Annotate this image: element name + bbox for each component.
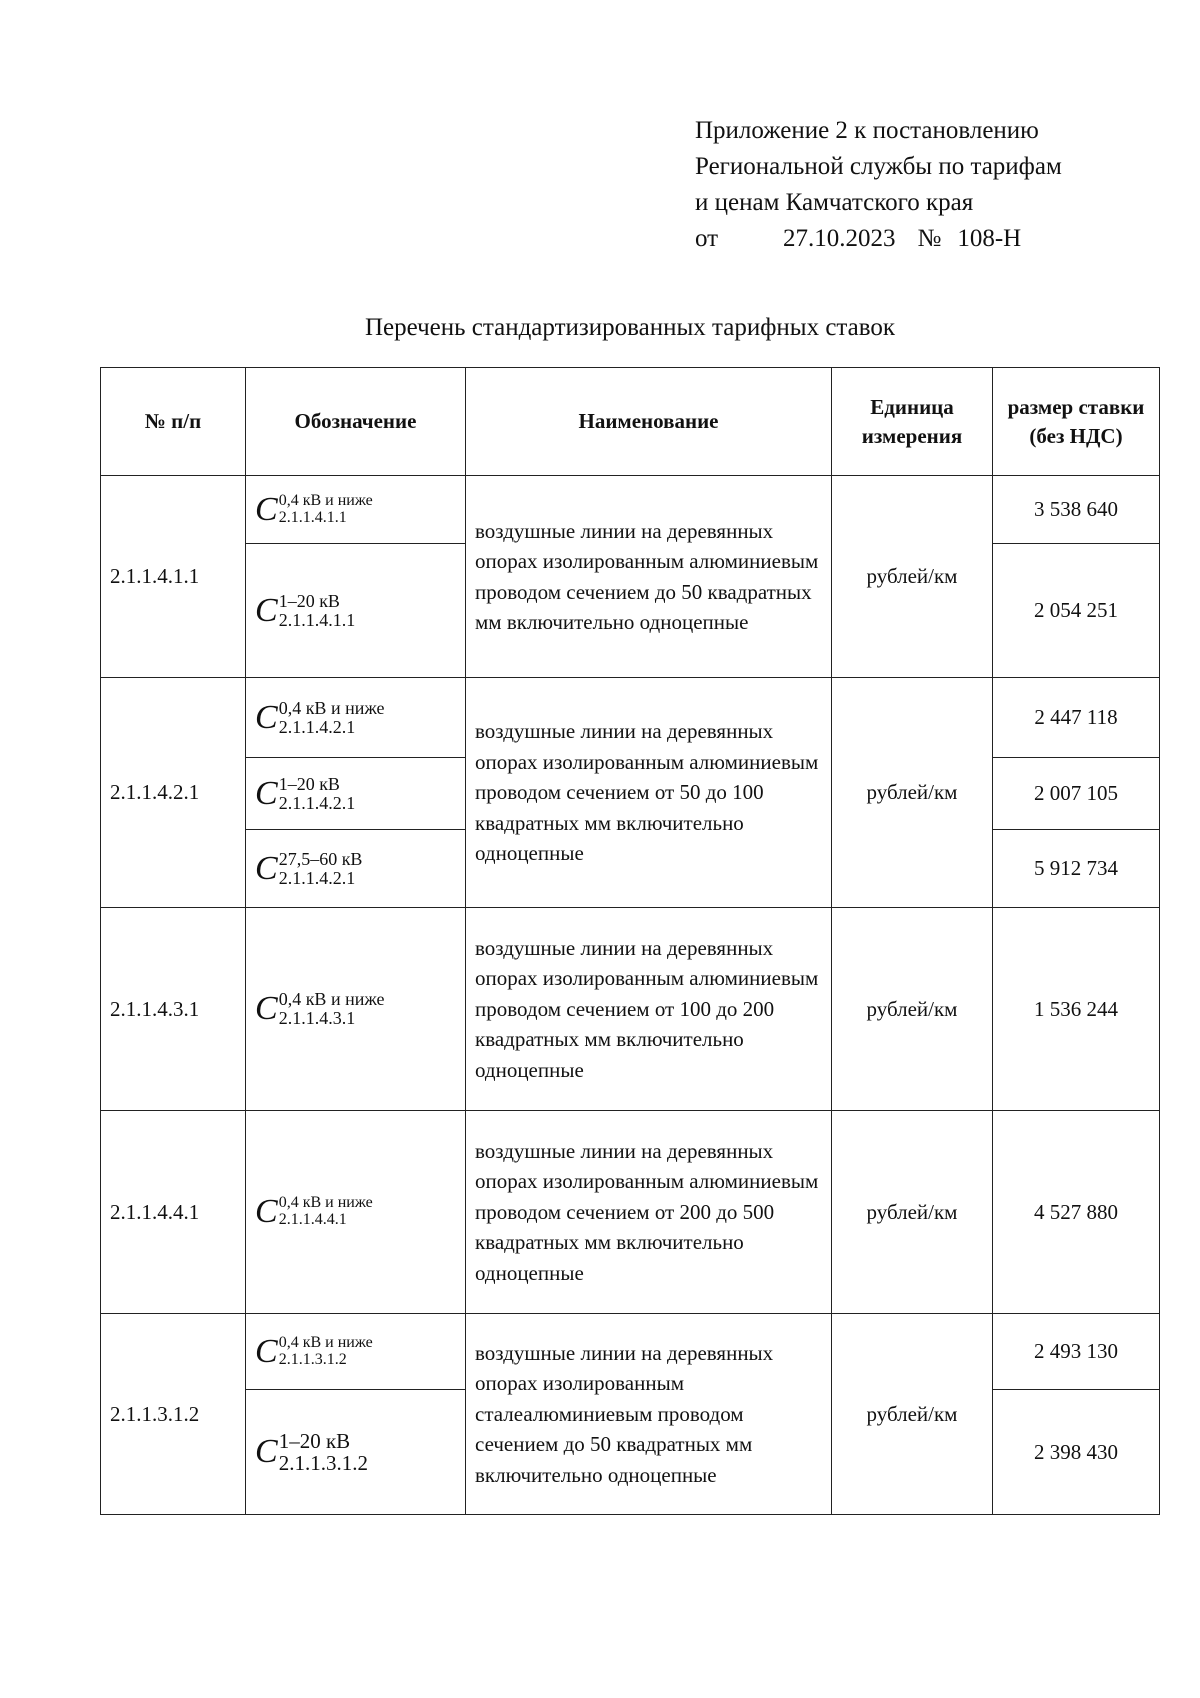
- symbol-indices: [279, 1430, 368, 1474]
- row-number: 2.1.1.4.3.1: [101, 908, 246, 1111]
- rate-value: 2 398 430: [993, 1390, 1160, 1515]
- rate-symbol: [255, 773, 356, 813]
- designation-cell: [246, 758, 466, 830]
- rate-value: 2 493 130: [993, 1314, 1160, 1390]
- designation-cell: [246, 678, 466, 758]
- appendix-line-1: Приложение 2 к постановлению: [695, 117, 1039, 144]
- rate-symbol: [255, 1428, 368, 1475]
- appendix-line-3: и ценам Камчатского края: [695, 189, 974, 216]
- symbol-letter: C: [255, 1332, 278, 1370]
- resolution-date-line: [695, 221, 1062, 257]
- table-row: [101, 476, 1160, 544]
- rate-value: 1 536 244: [993, 908, 1160, 1111]
- symbol-superscript: 1–20 кВ: [278, 1428, 351, 1453]
- symbol-indices: [279, 493, 373, 527]
- item-name: воздушные линии на деревянных опорах изолированным алюминиевым проводом сечением от 200 до 500 квадратных мм включительно одноцепные: [466, 1111, 832, 1314]
- unit-cell: рублей/км: [832, 1314, 993, 1515]
- symbol-subscript: 2.1.1.3.1.2: [278, 1451, 368, 1475]
- rate-value: 5 912 734: [993, 830, 1160, 908]
- symbol-subscript: 2.1.1.4.4.1: [278, 1211, 347, 1228]
- header-rate: размер ставки (без НДС): [993, 368, 1160, 476]
- symbol-letter: C: [255, 849, 278, 887]
- symbol-letter: C: [255, 1433, 278, 1470]
- symbol-letter: C: [255, 774, 278, 812]
- designation-cell: [246, 1390, 466, 1515]
- symbol-superscript: 1–20 кВ: [278, 773, 340, 794]
- rate-symbol: [255, 1193, 373, 1230]
- rate-value: 3 538 640: [993, 476, 1160, 544]
- header-designation: Обозначение: [246, 368, 466, 476]
- unit-cell: рублей/км: [832, 1111, 993, 1314]
- symbol-subscript: 2.1.1.4.2.1: [278, 716, 356, 737]
- from-label: от: [695, 225, 719, 252]
- symbol-indices: [279, 990, 385, 1028]
- rate-value: 2 007 105: [993, 758, 1160, 830]
- symbol-superscript: 1–20 кВ: [278, 590, 340, 611]
- resolution-number: 108-Н: [957, 225, 1022, 252]
- rate-value: 4 527 880: [993, 1111, 1160, 1314]
- document-title: Перечень стандартизированных тарифных ставок: [364, 314, 896, 341]
- item-name: воздушные линии на деревянных опорах изолированным алюминиевым проводом сечением от 50 до 100 квадратных мм включительно одноцепные: [466, 678, 832, 908]
- symbol-letter: C: [255, 591, 278, 629]
- symbol-letter: C: [255, 490, 278, 528]
- symbol-subscript: 2.1.1.4.1.1: [278, 508, 347, 526]
- rate-symbol: [255, 697, 385, 737]
- symbol-superscript: 27,5–60 кВ: [278, 848, 363, 869]
- resolution-date: 27.10.2023: [783, 225, 896, 252]
- row-number: 2.1.1.4.1.1: [101, 476, 246, 678]
- symbol-indices: [279, 592, 356, 630]
- rate-value: 2 054 251: [993, 544, 1160, 678]
- symbol-indices: [279, 1335, 373, 1369]
- header-num: № п/п: [101, 368, 246, 476]
- table-row: [101, 1111, 1160, 1314]
- table-body: [101, 476, 1160, 1515]
- row-number: 2.1.1.4.2.1: [101, 678, 246, 908]
- designation-cell: [246, 476, 466, 544]
- designation-cell: [246, 830, 466, 908]
- symbol-letter: C: [255, 990, 278, 1027]
- symbol-superscript: 0,4 кВ и ниже: [278, 697, 385, 718]
- designation-cell: [246, 544, 466, 678]
- symbol-letter: C: [255, 1193, 278, 1230]
- symbol-subscript: 2.1.1.4.3.1: [278, 1008, 356, 1028]
- symbol-superscript: 0,4 кВ и ниже: [278, 989, 385, 1010]
- unit-cell: рублей/км: [832, 908, 993, 1111]
- item-name: воздушные линии на деревянных опорах изолированным алюминиевым проводом сечением от 100 до 200 квадратных мм включительно одноцепные: [466, 908, 832, 1111]
- rate-symbol: [255, 848, 363, 888]
- symbol-indices: [279, 699, 385, 737]
- symbol-letter: C: [255, 698, 278, 736]
- item-name: воздушные линии на деревянных опорах изолированным алюминиевым проводом сечением до 50 квадратных мм включительно одноцепные: [466, 476, 832, 678]
- row-number: 2.1.1.3.1.2: [101, 1314, 246, 1515]
- symbol-superscript: 0,4 кВ и ниже: [278, 491, 373, 509]
- table-row: [101, 678, 1160, 758]
- designation-cell: [246, 1111, 466, 1314]
- table-row: [101, 908, 1160, 1111]
- symbol-indices: [279, 1195, 373, 1229]
- symbol-indices: [279, 775, 356, 813]
- rate-value: 2 447 118: [993, 678, 1160, 758]
- rate-symbol: [255, 1332, 373, 1370]
- number-sign: №: [917, 225, 942, 252]
- symbol-subscript: 2.1.1.4.2.1: [278, 867, 356, 888]
- symbol-superscript: 0,4 кВ и ниже: [278, 1333, 373, 1351]
- table-row: [101, 1314, 1160, 1390]
- unit-cell: рублей/км: [832, 476, 993, 678]
- header-unit: Единица измерения: [832, 368, 993, 476]
- table-header-row: [101, 368, 1160, 476]
- appendix-line-2: Региональной службы по тарифам: [695, 153, 1062, 180]
- symbol-superscript: 0,4 кВ и ниже: [278, 1194, 373, 1212]
- tariff-rates-table: [100, 367, 1160, 1515]
- symbol-subscript: 2.1.1.4.2.1: [278, 792, 356, 813]
- appendix-header: [695, 113, 1062, 257]
- unit-cell: рублей/км: [832, 678, 993, 908]
- item-name: воздушные линии на деревянных опорах изолированным сталеалюминиевым проводом сечением до 50 квадратных мм включительно одноцепные: [466, 1314, 832, 1515]
- designation-cell: [246, 1314, 466, 1390]
- rate-symbol: [255, 590, 356, 630]
- symbol-indices: [279, 850, 363, 888]
- rate-symbol: [255, 989, 385, 1028]
- symbol-subscript: 2.1.1.3.1.2: [278, 1350, 347, 1368]
- symbol-subscript: 2.1.1.4.1.1: [278, 609, 356, 630]
- header-name: Наименование: [466, 368, 832, 476]
- designation-cell: [246, 908, 466, 1111]
- row-number: 2.1.1.4.4.1: [101, 1111, 246, 1314]
- rate-symbol: [255, 490, 373, 528]
